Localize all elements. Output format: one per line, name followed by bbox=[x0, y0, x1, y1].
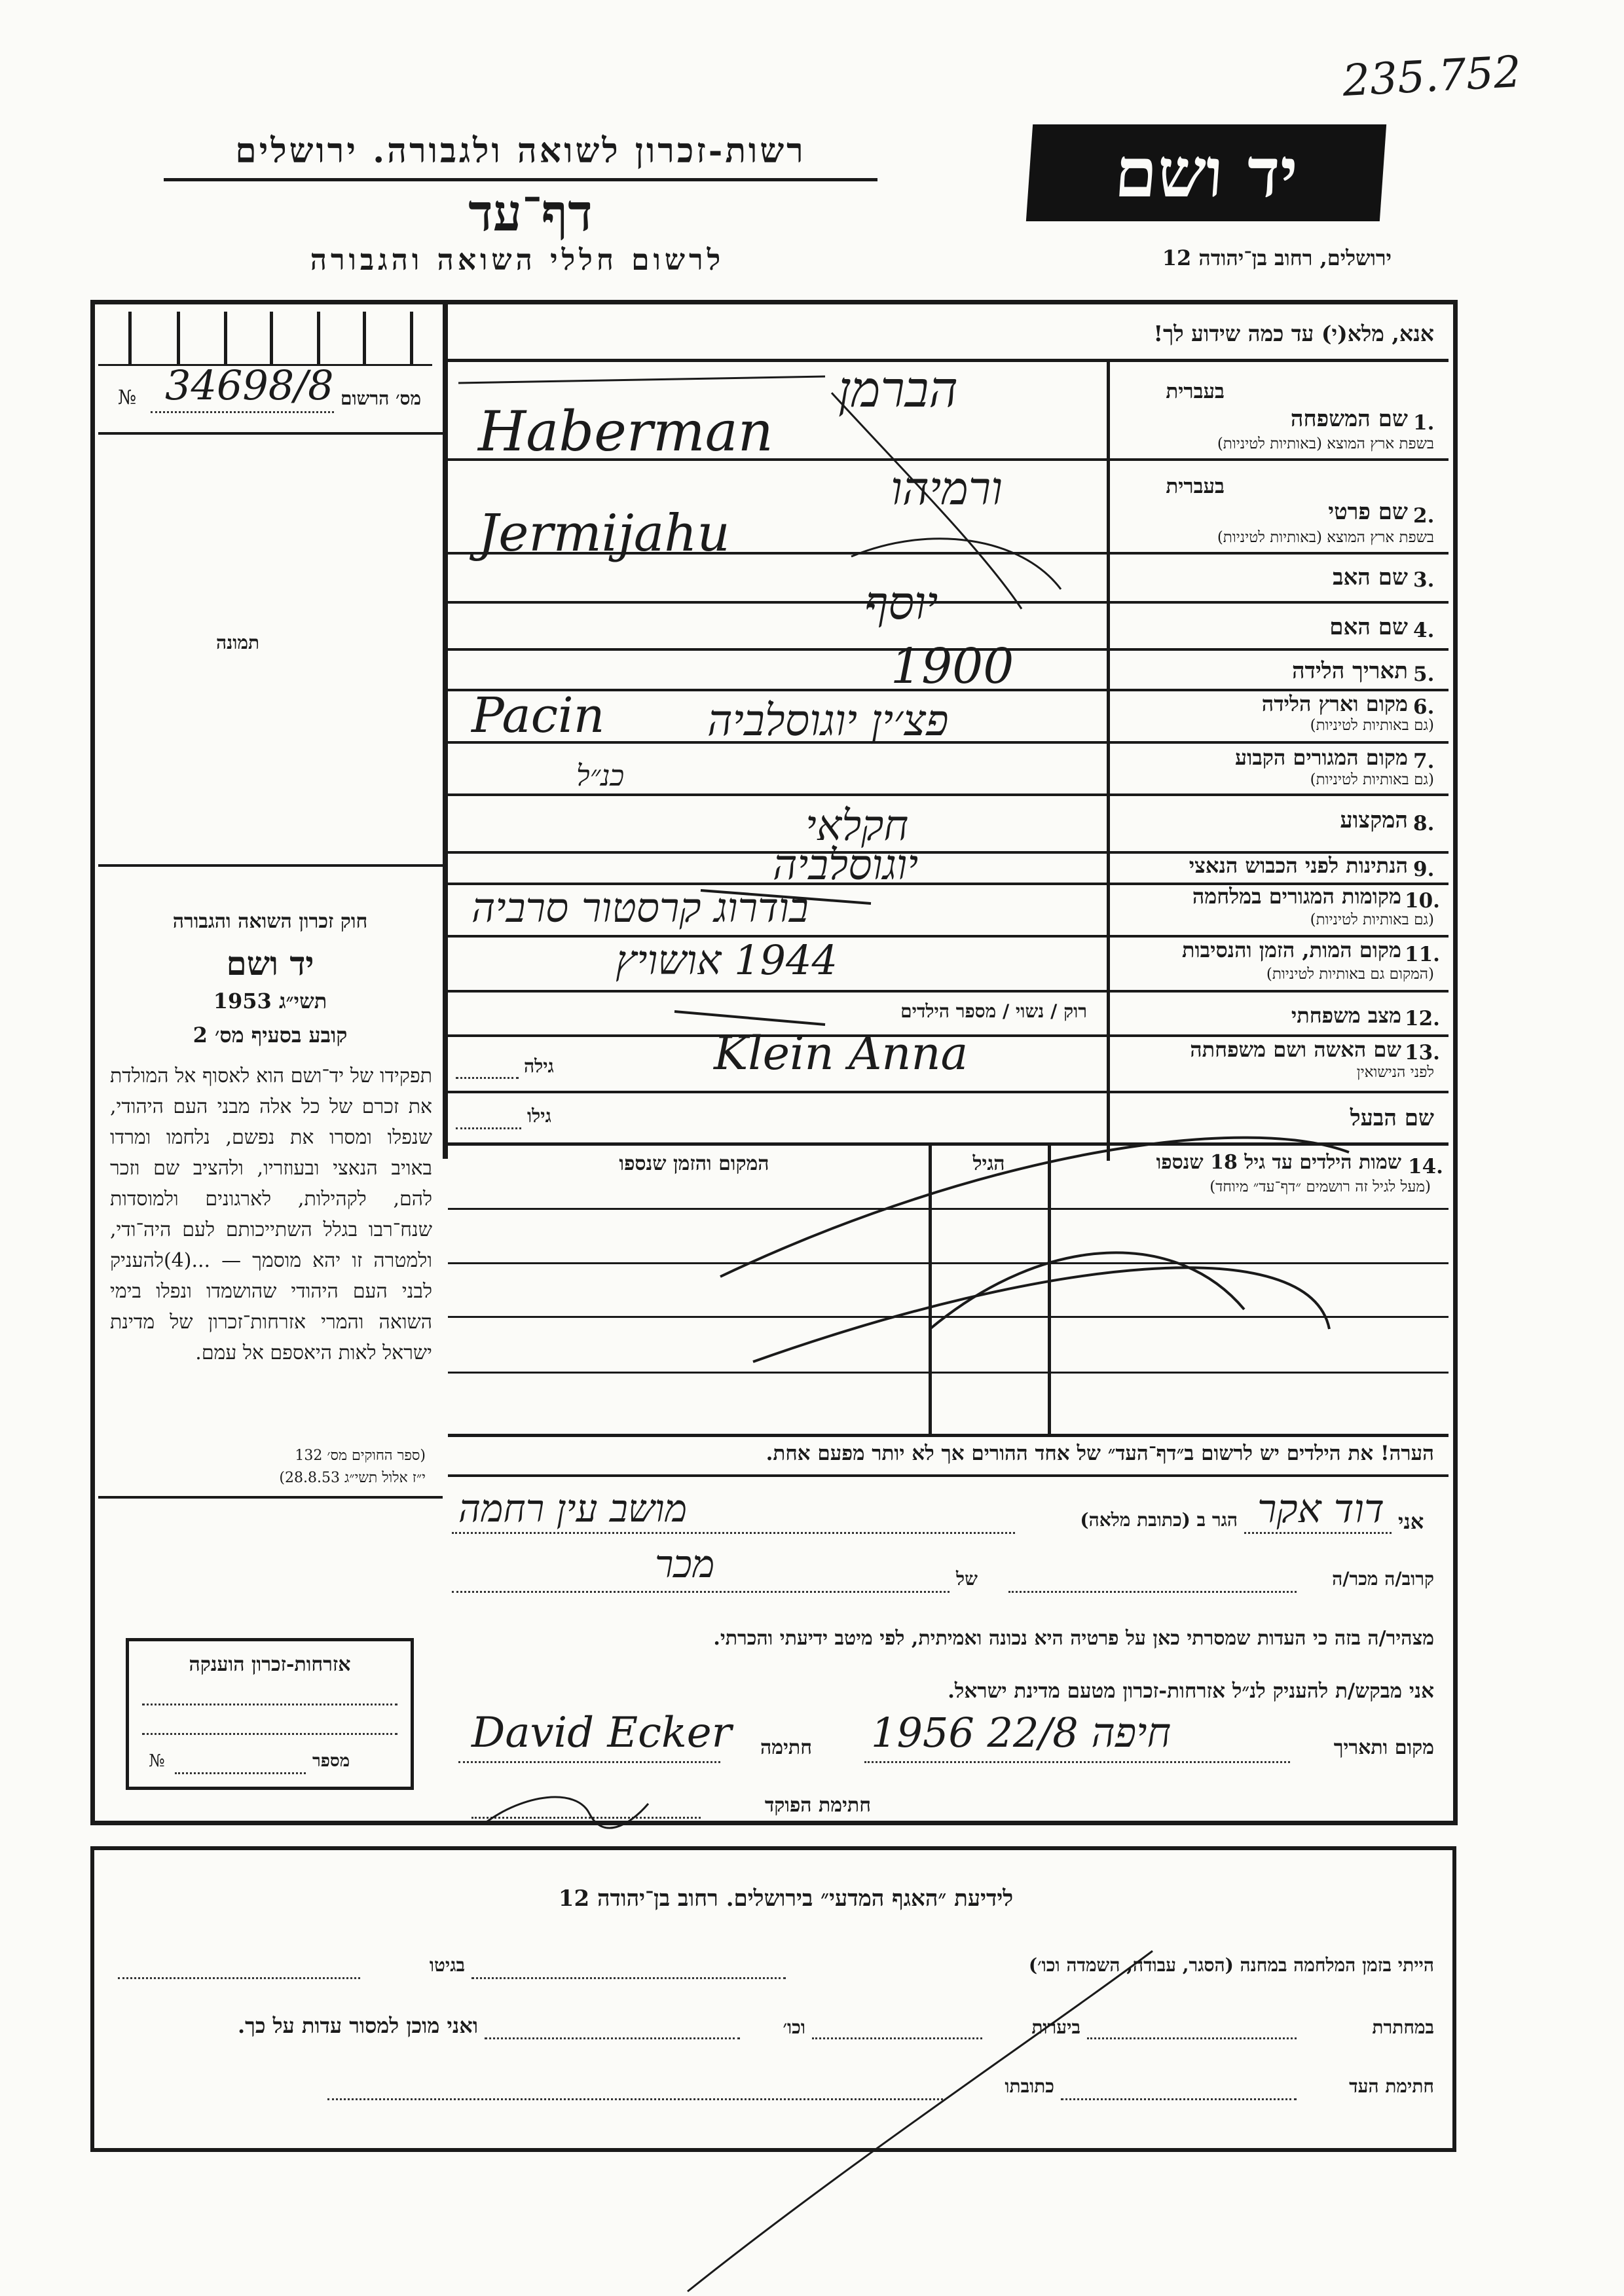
residing-label: הגר ב (כתובת מלאה) bbox=[1080, 1509, 1238, 1531]
citizenship-box-number: מספר bbox=[312, 1751, 350, 1771]
field-10-label: מקומות המגורים במלחמה bbox=[1192, 884, 1401, 909]
field-6-number: 6. bbox=[1413, 695, 1435, 719]
field-10-note: (גם באותיות לטיניות) bbox=[1310, 911, 1434, 928]
yad-vashem-logo bbox=[1026, 124, 1386, 221]
registration-prefix: № bbox=[118, 386, 137, 409]
place-date-label: מקום ותאריך bbox=[1333, 1736, 1434, 1759]
field-9-number: 9. bbox=[1413, 858, 1435, 881]
field-10-value: בודרוג קרסטור סרביה bbox=[471, 884, 809, 932]
marital-options: רוק / נשוי / מספר הילדים bbox=[900, 1000, 1087, 1022]
declarant-signature: David Ecker bbox=[471, 1709, 732, 1757]
field-3-value: יוסף bbox=[864, 576, 938, 630]
field-5-value: 1900 bbox=[891, 638, 1014, 695]
field-2-number: 2. bbox=[1413, 504, 1435, 528]
logo-text: יד ושם bbox=[1112, 132, 1301, 213]
field-6-latin-value: Pacin bbox=[471, 687, 605, 744]
org-line: רשות-זכרון לשואה ולגבורה. ירושלים bbox=[235, 131, 806, 171]
children-age-column: הגיל bbox=[972, 1152, 1005, 1175]
field-1-latin-value: Haberman bbox=[478, 399, 773, 464]
place-date-value: חיפה 22/8 1956 bbox=[871, 1709, 1172, 1757]
field-7-number: 7. bbox=[1413, 750, 1435, 773]
footer-forests-label: ביערות bbox=[1031, 2016, 1080, 2038]
citizenship-box-title: אזרחות-זכרון הוענקה bbox=[189, 1653, 351, 1676]
remark: הערה! את הילדים יש לרשום ב״דף־העד״ של אחד ההורים אך לא יותר מפעם אחת. bbox=[766, 1442, 1434, 1465]
footer-etc-label: וכו׳ bbox=[783, 2016, 805, 2038]
field-12-number: 12. bbox=[1405, 1007, 1440, 1030]
law-year: תשי״ג 1953 bbox=[213, 989, 327, 1013]
husband-age-label: גילו bbox=[527, 1105, 551, 1127]
field-2-latin-value: Jermijahu bbox=[478, 504, 730, 563]
field-2-label: שם פרטי bbox=[1328, 499, 1408, 525]
field-3-number: 3. bbox=[1413, 568, 1435, 592]
law-reference: (ספר החוקים מס׳ 132 bbox=[295, 1448, 426, 1464]
header-address: ירושלים, רחוב בן־יהודה 12 bbox=[1162, 246, 1392, 270]
field-1-lang: בעברית bbox=[1166, 380, 1225, 403]
relation-value: מכר bbox=[655, 1542, 715, 1586]
footer-address-label: כתובתו bbox=[1005, 2075, 1054, 2097]
page-subtitle: לרשום חללי השואה והגבורה bbox=[310, 244, 725, 277]
field-7-note: (גם באותיות לטיניות) bbox=[1310, 771, 1434, 788]
field-12-label: מצב משפחתי bbox=[1291, 1003, 1401, 1028]
field-9-value: יוגוסלביה bbox=[773, 841, 919, 890]
field-5-label: תאריך הלידה bbox=[1291, 658, 1408, 684]
relative-label: קרוב/ה מכר/ה bbox=[1332, 1568, 1434, 1590]
field-6-hebrew-value: פצ׳ין יוגוסלביה bbox=[707, 695, 949, 746]
registration-number: 34698/8 bbox=[165, 361, 334, 409]
field-6-note: (גם באותיות לטיניות) bbox=[1310, 717, 1434, 734]
field-1-note: בשפת ארץ המוצא (באותיות לטיניות) bbox=[1217, 435, 1434, 452]
field-1-number: 1. bbox=[1413, 411, 1435, 435]
field-2-hebrew-value: ורמיהו bbox=[891, 462, 1003, 515]
field-2-note: בשפת ארץ המוצא (באותיות לטיניות) bbox=[1217, 529, 1434, 546]
field-1-label: שם המשפחה bbox=[1290, 406, 1408, 432]
officer-signature-label: חתימת הפוקד bbox=[764, 1794, 871, 1817]
request-text: אני מבקש/ת להעניק לנ״ל אזרחות-זכרון מטעם מדינת ישראל. bbox=[948, 1679, 1434, 1703]
field-13-value: Klein Anna bbox=[714, 1027, 969, 1080]
children-note: (מעל לגיל זה רושמים ״דף־עד״ מיוחד) bbox=[1209, 1178, 1431, 1195]
field-14-number: 14. bbox=[1408, 1155, 1443, 1178]
photo-label: תמונה bbox=[216, 632, 260, 653]
field-8-number: 8. bbox=[1413, 812, 1435, 835]
footer-ghetto-label: בגיטו bbox=[429, 1954, 465, 1976]
footer-witness-label: חתימת העד bbox=[1349, 2075, 1434, 2097]
of-label: של bbox=[956, 1568, 978, 1590]
field-11-label: מקום המות, הזמן והנסיבות bbox=[1181, 938, 1401, 962]
field-11-note: (המקום גם באותיות לטיניות) bbox=[1266, 966, 1434, 983]
field-11-number: 11. bbox=[1405, 943, 1440, 966]
intro-text: אנא, מלא(י) עד כמה שידוע לך! bbox=[1153, 321, 1434, 346]
signature-label: חתימה bbox=[760, 1736, 812, 1759]
footer-underground-label: במחתרת bbox=[1372, 2016, 1434, 2038]
field-5-number: 5. bbox=[1413, 663, 1435, 686]
children-label: שמות הילדים עד גיל 18 שנספו bbox=[1156, 1151, 1401, 1174]
law-name: יד ושם bbox=[226, 944, 314, 983]
address-value: מושב עין רחמה bbox=[458, 1486, 688, 1531]
law-reference-date: י״ז אלול תשי״ג 28.8.53) bbox=[279, 1470, 426, 1486]
registration-label: מס׳ הרשום bbox=[341, 388, 422, 409]
field-11-value: 1944 אושויץ bbox=[616, 936, 838, 984]
footer-testimony-text: ואני מוכן למסור עדות על כך. bbox=[237, 2013, 478, 2038]
field-9-label: הנתינות לפני הכבוש הנאצי bbox=[1189, 853, 1408, 878]
citizenship-box bbox=[126, 1638, 414, 1790]
field-7-value: כנ״ל bbox=[576, 759, 625, 793]
declarant-prefix: אני bbox=[1398, 1509, 1424, 1534]
archive-number: 235.752 bbox=[1341, 46, 1522, 107]
field-10-number: 10. bbox=[1405, 889, 1440, 913]
field-4-label: שם האם bbox=[1329, 614, 1408, 640]
declarant-name: דוד אקר bbox=[1257, 1486, 1384, 1532]
footer-line1-text: הייתי בזמן המלחמה במחנה (הסגר, עבודה, השמדה וכו׳) bbox=[1028, 1954, 1434, 1976]
field-13-note: לפני הנישואין bbox=[1356, 1064, 1434, 1081]
law-heading: חוק זכרון השואה והגבורה bbox=[172, 910, 368, 933]
field-7-label: מקום המגורים הקבוע bbox=[1235, 745, 1408, 770]
page-title: דף־עד bbox=[468, 183, 593, 243]
field-4-number: 4. bbox=[1413, 619, 1435, 642]
law-clause: קובע בסעיף מס׳ 2 bbox=[193, 1023, 348, 1048]
field-2-lang: בעברית bbox=[1166, 475, 1225, 498]
husband-label: שם הבעל bbox=[1350, 1105, 1434, 1131]
children-place-column: המקום והזמן שנספו bbox=[619, 1152, 769, 1175]
tally-boxes bbox=[98, 306, 432, 366]
field-13-label: שם האשה ושם משפחתה bbox=[1190, 1037, 1401, 1062]
footer-title: לידיעת ״האגף המדעי״ בירושלים. רחוב בן־יהודה 12 bbox=[558, 1886, 1014, 1912]
field-1-hebrew-value: הברמן bbox=[838, 360, 958, 418]
field-13-number: 13. bbox=[1405, 1041, 1440, 1065]
field-3-label: שם האב bbox=[1333, 564, 1408, 591]
field-6-label: מקום וארץ הלידה bbox=[1261, 691, 1408, 716]
declaration-text: מצהיר/ה בזה כי העדות שמסרתי כאן על פרטיה היא נכונה ואמיתית, לפי מיטב ידיעתי והכרתי. bbox=[713, 1627, 1434, 1650]
law-text: תפקידו של יד־ושם הוא לאסוף אל המולדת את זכרם של כל אלה מבני העם היהודי, שנפלו ומסרו את נפשם, נלחמו ומרדו באויב הנאצי ובעוזריו, ולהציב שם וזכר להם, לקהילות, לארגונים ולמוסדות שנח־רבו בגלל השתייכותם לעם היה־ודי, ולמטרה זו יהא מוסמך — ...(4)להעניק לבני העם היהודי שהושמדו ונפלו בימי השואה והמרי אזרחות־זכרון של מדינת ישראל לאות היאספם אל עמם. bbox=[110, 1065, 432, 1364]
field-8-label: המקצוע bbox=[1340, 807, 1408, 833]
field-8-value: חקלאי bbox=[805, 802, 909, 850]
wife-age-label: גילה bbox=[524, 1055, 554, 1077]
citizenship-box-no: № bbox=[149, 1751, 165, 1771]
